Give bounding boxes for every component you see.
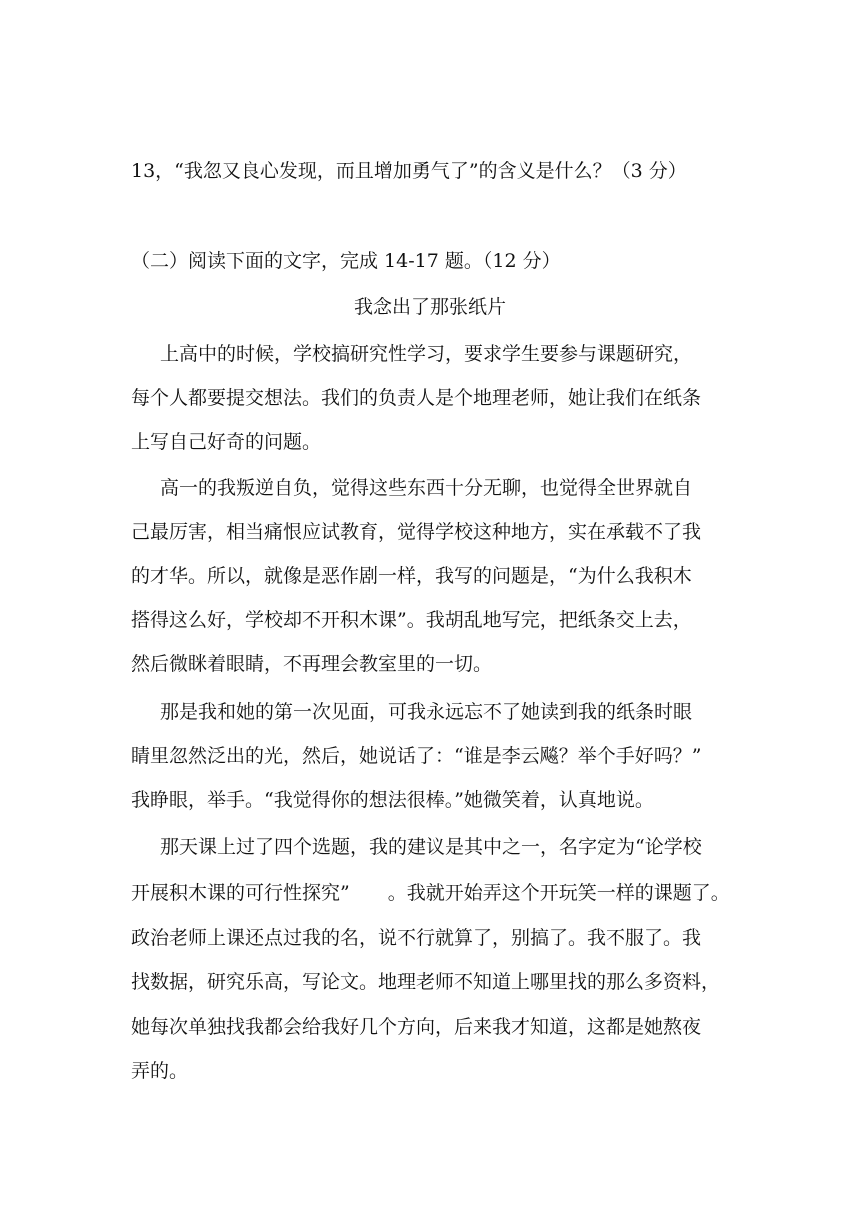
article-title: 我念出了那张纸片 — [353, 296, 506, 318]
paragraph-line: 那是我和她的第一次见面，可我永远忘不了她读到我的纸条时眼 — [160, 701, 693, 723]
paragraph-line: 睛里忽然泛出的光，然后，她说话了：“谁是李云飚？举个手好吗？” — [131, 745, 702, 767]
paragraph-line: 搭得这么好，学校却不开积木课”。我胡乱地写完，把纸条交上去， — [131, 609, 692, 631]
paragraph-line: 高一的我叛逆自负，觉得这些东西十分无聊，也觉得全世界就自 — [160, 477, 693, 499]
paragraph-line: 的才华。所以，就像是恶作剧一样，我写的问题是，“为什么我积木 — [131, 565, 692, 587]
paragraph-line: 找数据，研究乐高，写论文。地理老师不知道上哪里找的那么多资料， — [131, 971, 721, 993]
paragraph-line: 政治老师上课还点过我的名，说不行就算了，别搞了。我不服了。我 — [131, 927, 702, 949]
section-heading: （二）阅读下面的文字，完成 14-17 题。（12 分） — [131, 250, 561, 272]
paragraph-line: 每个人都要提交想法。我们的负责人是个地理老师，她让我们在纸条 — [131, 387, 702, 409]
paragraph-line: 开展积木课的可行性探究” 。我就开始弄这个开玩笑一样的课题了。 — [131, 882, 730, 904]
paragraph-line: 然后微眯着眼睛，不再理会教室里的一切。 — [131, 653, 493, 675]
question-13: 13，“我忽又良心发现，而且增加勇气了”的含义是什么？（3 分） — [131, 160, 687, 182]
paragraph-line: 我睁眼，举手。“我觉得你的想法很棒。”她微笑着，认真地说。 — [131, 789, 654, 811]
paragraph-line: 她每次单独找我都会给我好几个方向，后来我才知道，这都是她熬夜 — [131, 1016, 702, 1038]
paragraph-line: 己最厉害，相当痛恨应试教育，觉得学校这种地方，实在承载不了我 — [131, 521, 702, 543]
paragraph-line: 上高中的时候，学校搞研究性学习，要求学生要参与课题研究， — [160, 343, 693, 365]
paragraph-line: 那天课上过了四个选题，我的建议是其中之一，名字定为“论学校 — [160, 836, 702, 858]
paragraph-line: 上写自己好奇的问题。 — [131, 431, 322, 453]
paragraph-line: 弄的。 — [131, 1060, 189, 1082]
